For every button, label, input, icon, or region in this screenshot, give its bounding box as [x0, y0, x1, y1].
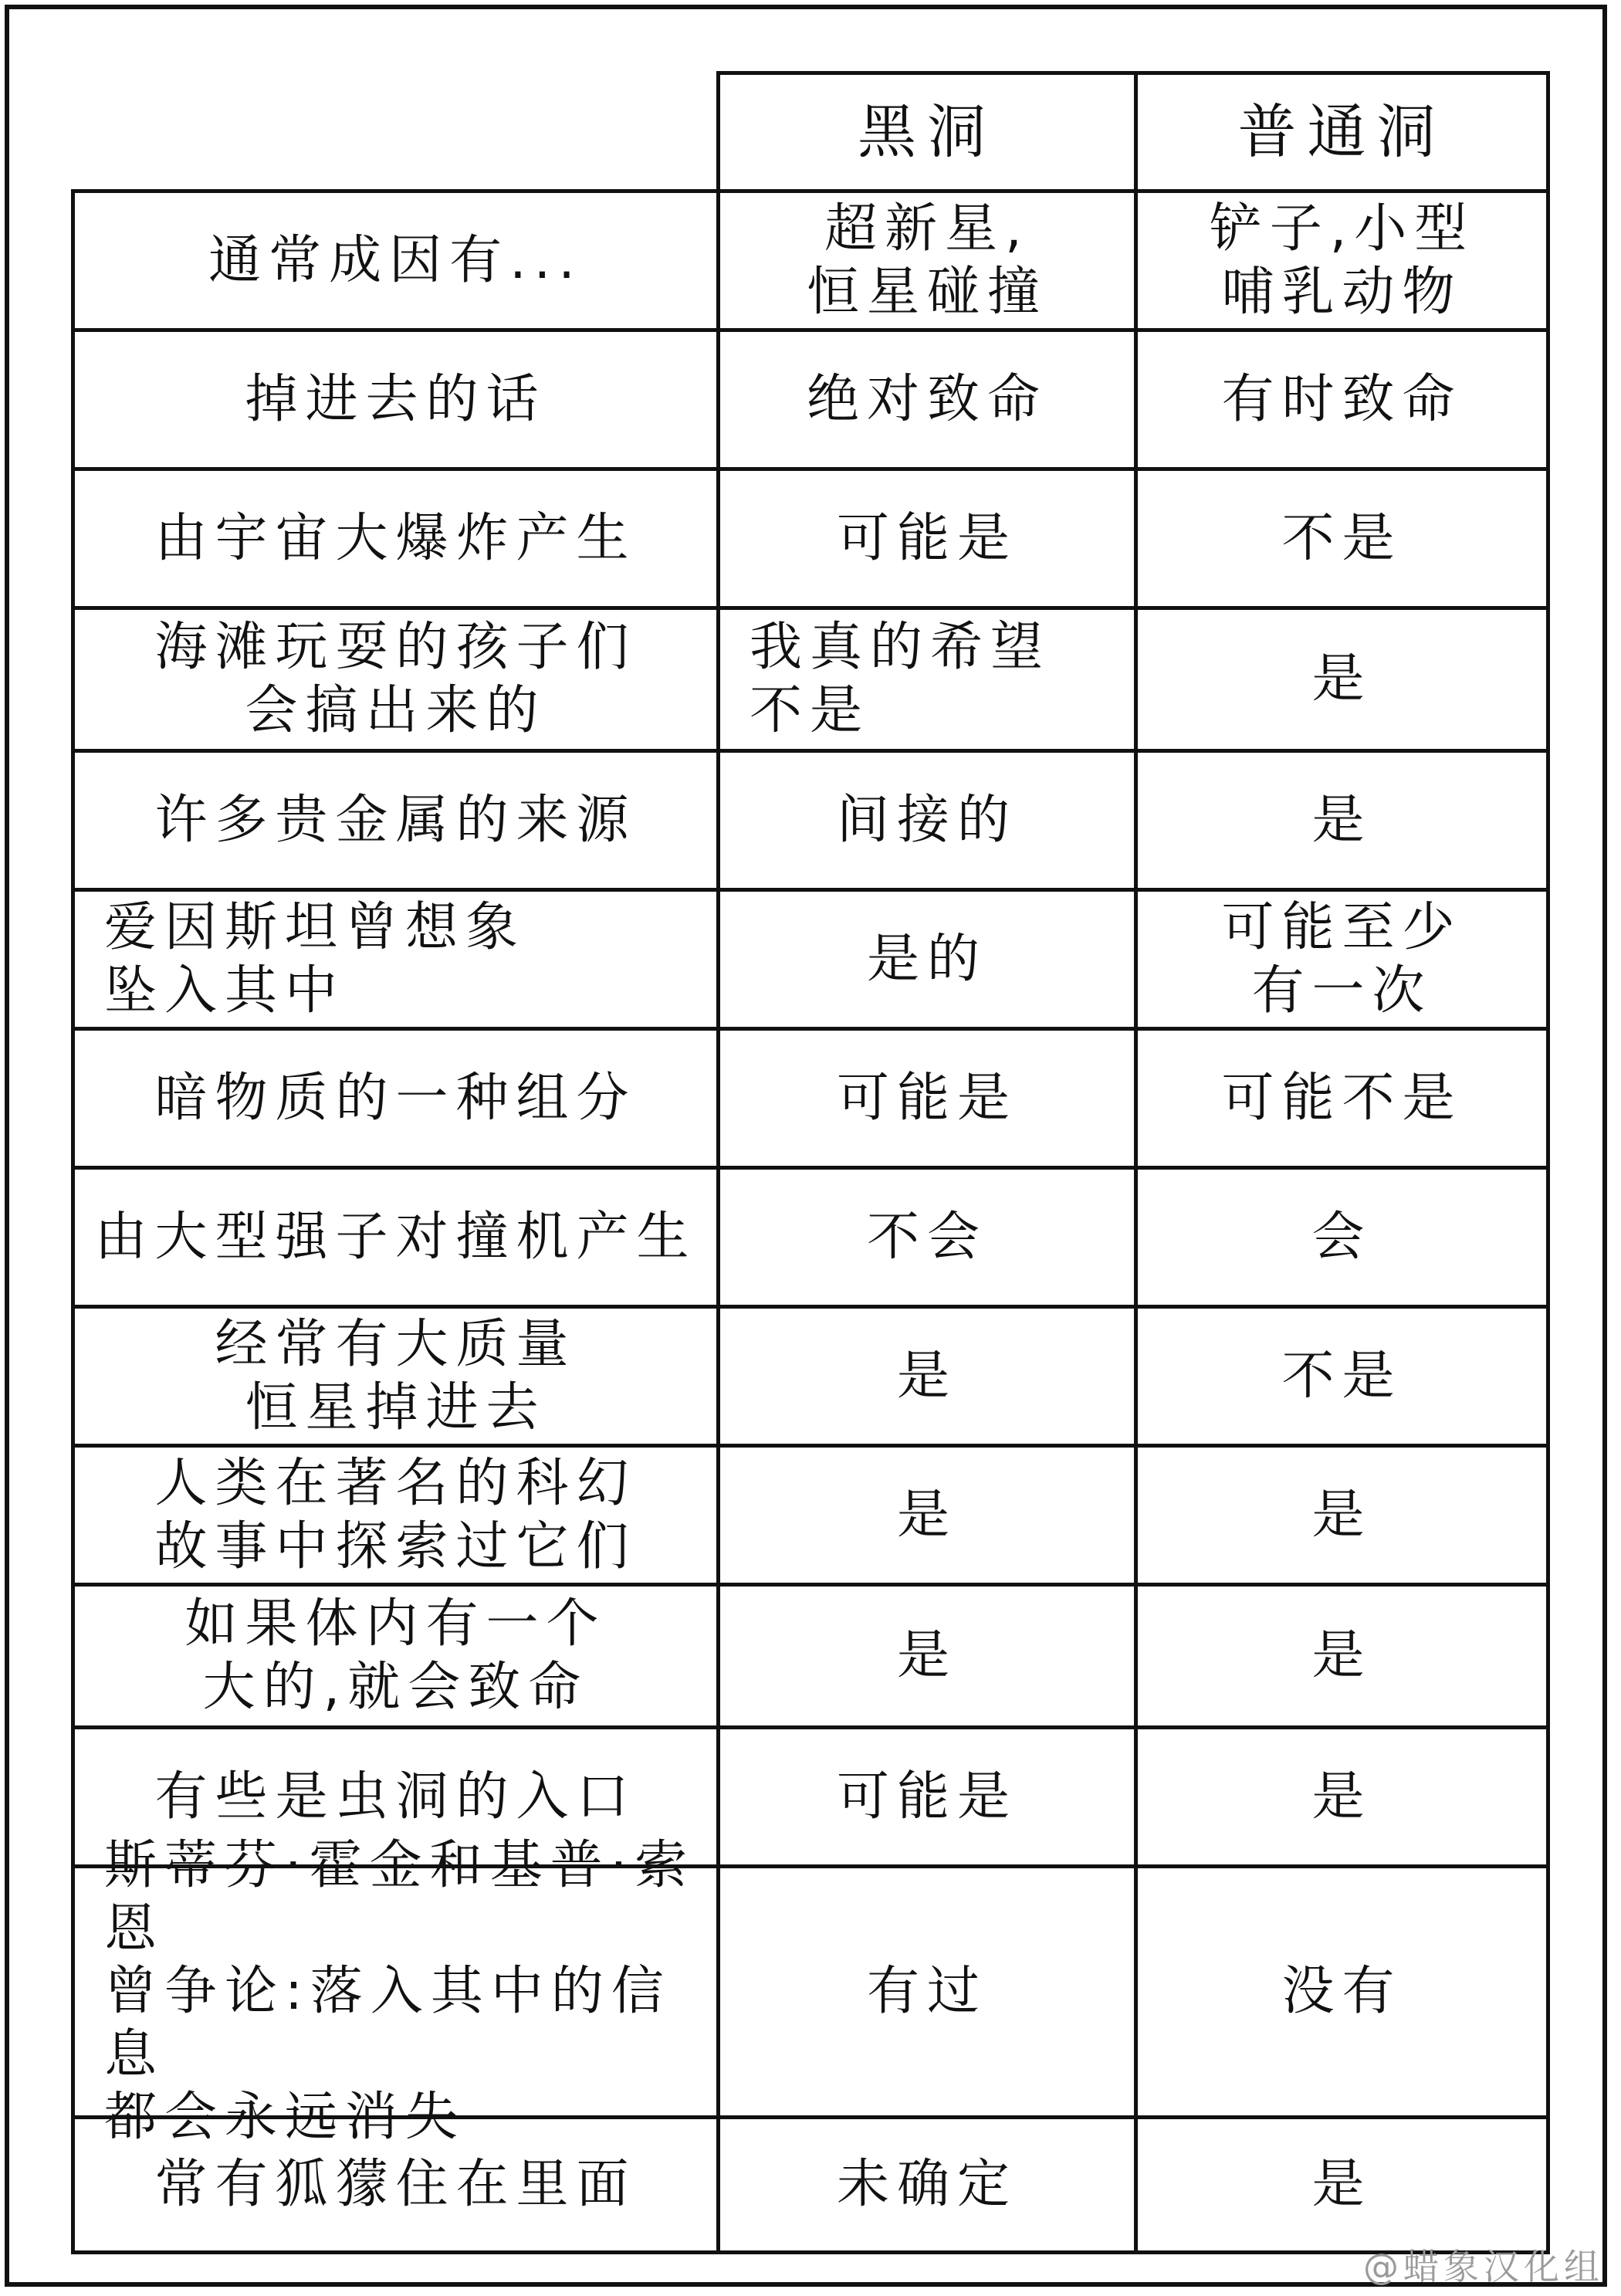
- normal-hole-value: 铲子,小型 哺乳动物: [1134, 189, 1550, 328]
- row-label: 斯蒂芬·霍金和基普·索恩 曾争论:落入其中的信息 都会永远消失: [71, 1864, 716, 2115]
- black-hole-value: 可能是: [716, 1027, 1134, 1166]
- row-label: 人类在著名的科幻 故事中探索过它们: [71, 1444, 716, 1583]
- black-hole-value: 未确定: [716, 2115, 1134, 2254]
- black-hole-value: 有过: [716, 1864, 1134, 2115]
- row-label: 如果体内有一个 大的,就会致命: [71, 1583, 716, 1725]
- black-hole-value: 超新星, 恒星碰撞: [716, 189, 1134, 328]
- normal-hole-value: 是: [1134, 1725, 1550, 1864]
- normal-hole-value: 可能至少 有一次: [1134, 888, 1550, 1027]
- row-label: 通常成因有...: [71, 189, 716, 328]
- normal-hole-value: 是: [1134, 2115, 1550, 2254]
- row-label: 常有狐獴住在里面: [71, 2115, 716, 2254]
- row-label: 有些是虫洞的入口: [71, 1725, 716, 1864]
- normal-hole-value: 有时致命: [1134, 328, 1550, 467]
- black-hole-value: 可能是: [716, 467, 1134, 606]
- normal-hole-value: 可能不是: [1134, 1027, 1550, 1166]
- row-label: 由大型强子对撞机产生: [71, 1166, 716, 1305]
- normal-hole-value: 不是: [1134, 1305, 1550, 1444]
- normal-hole-value: 会: [1134, 1166, 1550, 1305]
- header-black-hole: 黑洞: [716, 71, 1134, 189]
- row-label: 许多贵金属的来源: [71, 749, 716, 888]
- row-label: 经常有大质量 恒星掉进去: [71, 1305, 716, 1444]
- watermark: @蜡象汉化组: [1363, 2246, 1604, 2288]
- black-hole-value: 不会: [716, 1166, 1134, 1305]
- normal-hole-value: 是: [1134, 1583, 1550, 1725]
- black-hole-value: 是的: [716, 888, 1134, 1027]
- black-hole-value: 我真的希望 不是: [716, 606, 1134, 749]
- row-label: 暗物质的一种组分: [71, 1027, 716, 1166]
- normal-hole-value: 是: [1134, 606, 1550, 749]
- normal-hole-value: 是: [1134, 749, 1550, 888]
- black-hole-value: 绝对致命: [716, 328, 1134, 467]
- black-hole-value: 间接的: [716, 749, 1134, 888]
- header-empty-cell: [71, 71, 716, 189]
- black-hole-value: 是: [716, 1583, 1134, 1725]
- black-hole-value: 可能是: [716, 1725, 1134, 1864]
- row-label: 掉进去的话: [71, 328, 716, 467]
- comparison-table: [71, 71, 1550, 2254]
- row-label: 爱因斯坦曾想象 坠入其中: [71, 888, 716, 1027]
- header-normal-hole: 普通洞: [1134, 71, 1550, 189]
- normal-hole-value: 没有: [1134, 1864, 1550, 2115]
- normal-hole-value: 是: [1134, 1444, 1550, 1583]
- normal-hole-value: 不是: [1134, 467, 1550, 606]
- row-label: 海滩玩耍的孩子们 会搞出来的: [71, 606, 716, 749]
- row-label: 由宇宙大爆炸产生: [71, 467, 716, 606]
- black-hole-value: 是: [716, 1305, 1134, 1444]
- black-hole-value: 是: [716, 1444, 1134, 1583]
